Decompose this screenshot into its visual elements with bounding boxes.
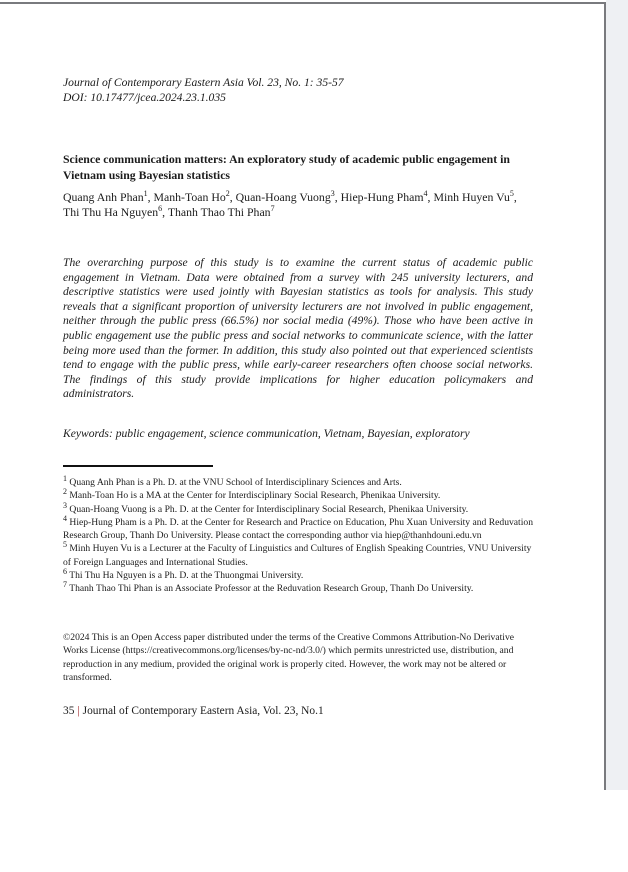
footer-page-number: 35 (63, 705, 75, 717)
author-footnote-marker: 3 (330, 189, 335, 199)
author-name: Quang Anh Phan (63, 190, 144, 204)
author (341, 190, 434, 204)
footnote-number: 2 (63, 487, 67, 497)
author-separator: , (162, 205, 168, 219)
footnote (63, 500, 533, 516)
viewer-background-strip (606, 0, 628, 790)
author-name: Minh Huyen Vu (433, 190, 510, 204)
footnote (63, 489, 533, 502)
author (236, 190, 341, 204)
author-footnote-marker: 1 (143, 189, 148, 199)
footnote (63, 566, 533, 582)
document-page (0, 2, 606, 790)
author-name: Thi Thu Ha Nguyen (63, 205, 159, 219)
footnote-text: Thi Thu Ha Nguyen is a Ph. D. at the Thuongmai University. (67, 570, 304, 582)
author-separator: , (229, 190, 236, 204)
footnote-number: 6 (63, 566, 67, 576)
author (154, 190, 236, 204)
footnote (63, 513, 533, 543)
footnote-number: 1 (63, 473, 67, 483)
author-footnote-marker: 5 (509, 189, 514, 199)
journal-volume-line: Journal of Contemporary Eastern Asia Vol. 23, No. 1: 35-57 (63, 76, 344, 89)
footnote-separator-rule (63, 465, 213, 467)
footnote-text: Manh-Toan Ho is a MA at the Center for Interdisciplinary Social Research, Phenikaa University. (67, 490, 441, 502)
footnotes-section (63, 473, 533, 596)
footnote-number: 5 (63, 540, 67, 550)
journal-header (63, 75, 533, 105)
author-separator: , (513, 190, 517, 204)
footnote-text: Hiep-Hung Pham is a Ph. D. at the Center for Research and Practice on Education, Phu Xuan University and Reduvation Research Group, Thanh Do University. Please contact the corresponding author via hiep@thanhdouni.edu.vn (63, 516, 533, 542)
doi-line: DOI: 10.17477/jcea.2024.23.1.035 (63, 91, 226, 104)
footer-separator: | (77, 705, 80, 717)
footnote (63, 542, 533, 569)
author-footnote-marker: 2 (225, 189, 230, 199)
copyright-notice: ©2024 This is an Open Access paper distributed under the terms of the Creative Commons Attribution-No Derivative Works License (https://creativecommons.org/licenses/by-nc-nd/3.0/) which permits unrestricted use, distribution, and reproduction in any medium, provided the original work is properly cited. However, the work may not be altered or transformed. (63, 632, 514, 683)
paper-title: Science communication matters: An exploratory study of academic public engagement in Vietnam using Bayesian statistics (63, 152, 510, 182)
footnote-number: 7 (63, 580, 67, 590)
author (63, 205, 168, 219)
abstract-paragraph: The overarching purpose of this study is to examine the current status of academic public engagement in Vietnam. Data were obtained from a survey with 245 university lecturers, and descriptive statistics were used jointly with Bayesian statistics as tools for analysis. This study reveals that a significant proportion of university lecturers are not involved in public engagement, neither through the public press (66.5%) nor social media (49%). Those who have been active in public engagement use the public press and social networks to communicate science, with the latter being more used than the former. In addition, this study also pointed out that experienced scientists tend to engage with the public press, while early-career researchers often choose social networks. The findings of this study provide implications for higher education policymakers and administrators. (63, 256, 533, 401)
author-list (63, 190, 533, 220)
author-footnote-marker: 7 (270, 204, 275, 214)
author-name: Hiep-Hung Pham (340, 190, 424, 204)
author-separator: , (334, 190, 341, 204)
page-footer (63, 704, 533, 719)
author (433, 190, 516, 204)
footnote-text: Minh Huyen Vu is a Lecturer at the Faculty of Linguistics and Cultures of English Speaking Countries, VNU University of Foreign Languages and International Studies. (63, 543, 532, 568)
author-separator: , (427, 190, 434, 204)
author-footnote-marker: 6 (158, 204, 163, 214)
footnote-text: Quang Anh Phan is a Ph. D. at the VNU School of Interdisciplinary Sciences and Arts. (67, 477, 402, 488)
footnote (63, 473, 533, 489)
footnote-number: 3 (63, 500, 67, 510)
author-name: Thanh Thao Thi Phan (167, 205, 271, 219)
author (168, 205, 275, 219)
author-footnote-marker: 4 (423, 189, 428, 199)
footnote (63, 582, 533, 595)
author-name: Manh-Toan Ho (153, 190, 226, 204)
keywords-line: Keywords: public engagement, science communication, Vietnam, Bayesian, exploratory (63, 427, 470, 440)
author-name: Quan-Hoang Vuong (235, 190, 331, 204)
author (63, 190, 154, 204)
footnote-text: Thanh Thao Thi Phan is an Associate Professor at the Reduvation Research Group, Thanh Do University. (67, 583, 474, 595)
author-separator: , (147, 190, 154, 204)
footnote-number: 4 (63, 513, 67, 523)
footnote-text: Quan-Hoang Vuong is a Ph. D. at the Center for Interdisciplinary Social Research, Phenikaa University. (67, 503, 469, 515)
footer-journal-name: Journal of Contemporary Eastern Asia, Vol. 23, No.1 (82, 705, 324, 717)
